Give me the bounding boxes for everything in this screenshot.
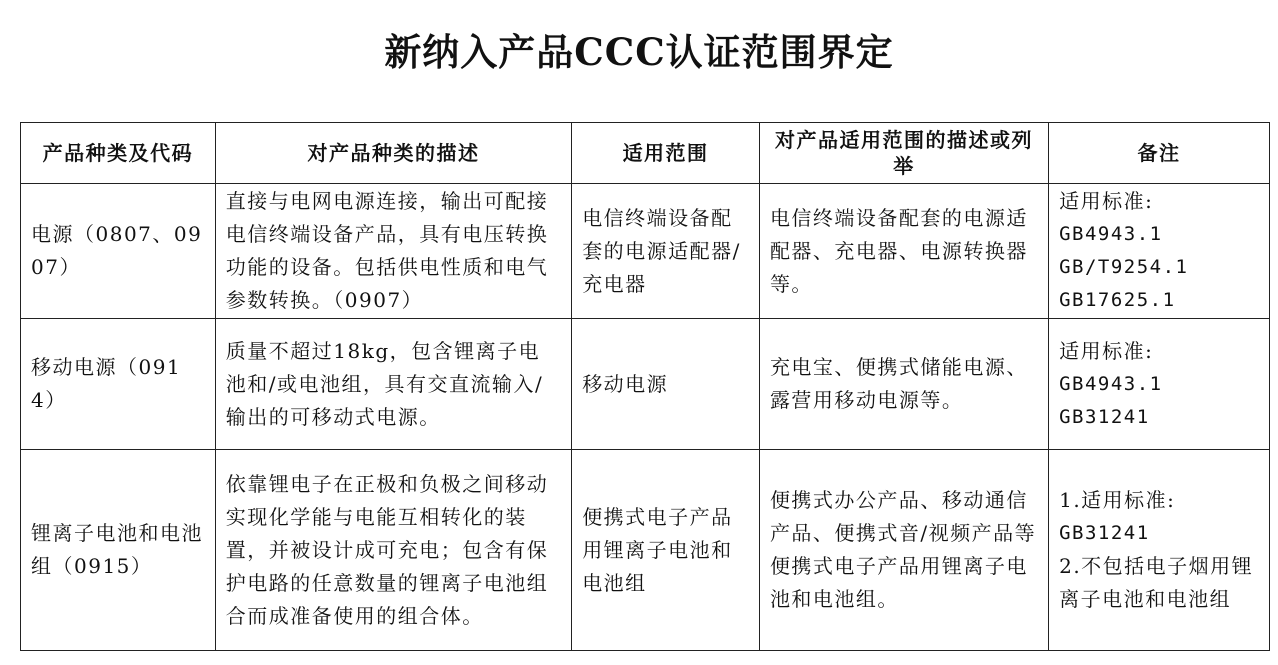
cell-product-type: 锂离子电池和电池组（0915） bbox=[21, 450, 216, 651]
table-row bbox=[21, 184, 1270, 319]
table-row bbox=[21, 450, 1270, 651]
cell-remarks bbox=[1049, 319, 1270, 450]
cell-scope-description: 充电宝、便携式储能电源、露营用移动电源等。 bbox=[759, 319, 1048, 450]
remark-line: GB4943.1 bbox=[1059, 223, 1163, 245]
remark-line: GB17625.1 bbox=[1059, 289, 1176, 311]
header-description: 对产品种类的描述 bbox=[215, 123, 571, 184]
cell-product-type: 移动电源（0914） bbox=[21, 319, 216, 450]
remark-line: GB31241 bbox=[1059, 522, 1150, 544]
remark-line: GB4943.1 bbox=[1059, 372, 1163, 395]
ccc-scope-table bbox=[20, 122, 1270, 651]
remark-line: GB/T9254.1 bbox=[1059, 256, 1189, 278]
page-title: 新纳入产品CCC认证范围界定 bbox=[384, 30, 894, 74]
cell-description: 依靠锂电子在正极和负极之间移动实现化学能与电能互相转化的装置，并被设计成可充电；包含有保护电路的任意数量的锂离子电池组合而成准备使用的组合体。 bbox=[215, 450, 571, 651]
table-row bbox=[21, 319, 1270, 450]
cell-scope-description: 电信终端设备配套的电源适配器、充电器、电源转换器等。 bbox=[759, 184, 1048, 319]
cell-remarks bbox=[1049, 184, 1270, 319]
cell-scope: 电信终端设备配套的电源适配器/充电器 bbox=[572, 184, 760, 319]
cell-product-type: 电源（0807、0907） bbox=[21, 184, 216, 319]
cell-scope: 移动电源 bbox=[572, 319, 760, 450]
cell-scope-description: 便携式办公产品、移动通信产品、便携式音/视频产品等便携式电子产品用锂离子电池和电池组。 bbox=[759, 450, 1048, 651]
cell-description: 直接与电网电源连接，输出可配接电信终端设备产品，具有电压转换功能的设备。包括供电性质和电气参数转换。（0907） bbox=[215, 184, 571, 319]
remark-line: 适用标准: bbox=[1059, 338, 1154, 363]
header-product-type: 产品种类及代码 bbox=[21, 123, 216, 184]
cell-description: 质量不超过18kg，包含锂离子电池和/或电池组，具有交直流输入/输出的可移动式电源。 bbox=[215, 319, 571, 450]
header-scope-description: 对产品适用范围的描述或列举 bbox=[759, 123, 1048, 184]
header-scope: 适用范围 bbox=[572, 123, 760, 184]
remark-line: 1.适用标准: bbox=[1059, 488, 1176, 512]
cell-remarks bbox=[1049, 450, 1270, 651]
header-remarks: 备注 bbox=[1049, 123, 1270, 184]
table-header-row bbox=[21, 123, 1270, 184]
remark-line: GB31241 bbox=[1059, 405, 1150, 428]
remark-line: 适用标准: bbox=[1059, 189, 1154, 213]
remark-line: 2.不包括电子烟用锂离子电池和电池组 bbox=[1059, 554, 1254, 611]
cell-scope: 便携式电子产品用锂离子电池和电池组 bbox=[572, 450, 760, 651]
